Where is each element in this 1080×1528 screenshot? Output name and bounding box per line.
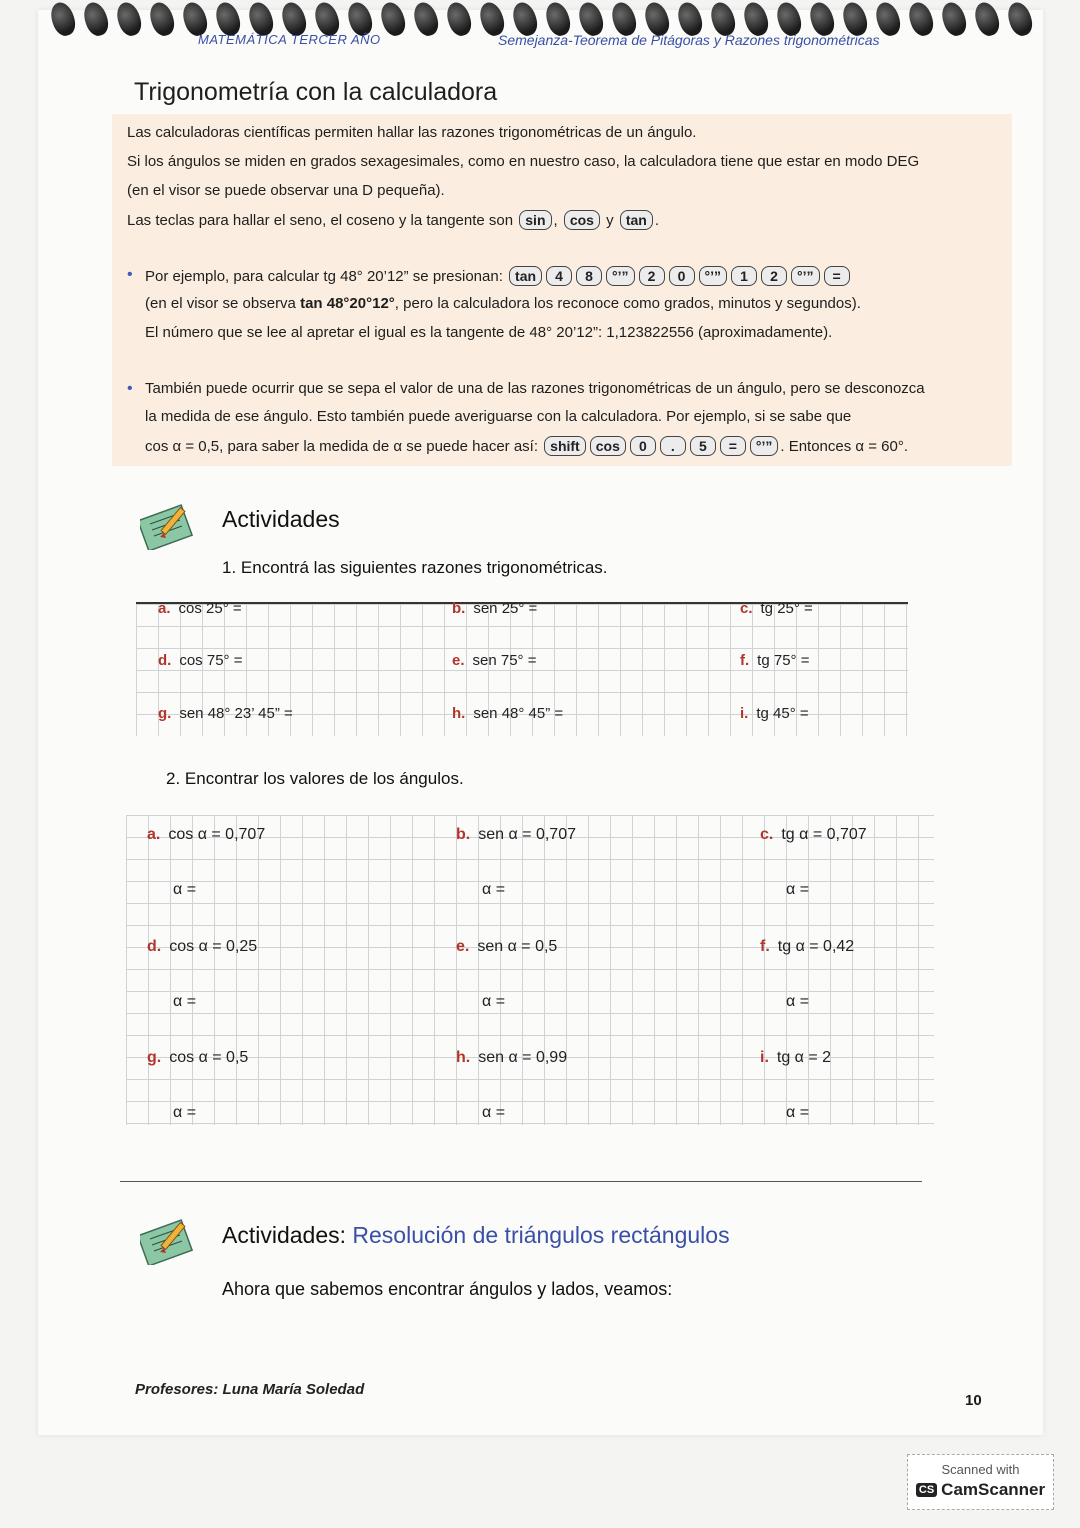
exercise-item [456, 1049, 567, 1067]
item-letter: i. [740, 705, 749, 722]
example-1-keys [507, 268, 852, 285]
notebook-pencil-icon [140, 1215, 202, 1265]
exercise-item [760, 826, 867, 844]
item-letter: d. [158, 652, 172, 669]
calculator-key: °’” [791, 266, 820, 286]
calculator-key: 0 [669, 266, 695, 286]
alpha-answer-label: α = [482, 881, 506, 898]
calculator-key: 1 [731, 266, 757, 286]
example-1-line-3: El número que se lee al apretar el igual es la tangente de 48° 20’12”: 1,123822556 (aproximadamente). [145, 324, 833, 341]
item-expression: sen 48° 45” = [473, 705, 564, 722]
item-expression: cos α = 0,707 [168, 826, 266, 843]
page-title: Trigonometría con la calculadora [134, 78, 498, 106]
spiral-ring [1004, 0, 1035, 39]
exercise-item [452, 705, 563, 722]
example-1-line-2a: (en el visor se observa [145, 295, 296, 312]
question-1: 1. Encontrá las siguientes razones trigonométricas. [222, 558, 608, 577]
item-letter: e. [452, 652, 465, 669]
calculator-key: shift [544, 436, 586, 456]
footer-author: Profesores: Luna María Soledad [135, 1381, 365, 1398]
alpha-answer-label: α = [482, 993, 506, 1010]
alpha-answer-label: α = [786, 993, 810, 1010]
example-2-keys [542, 438, 780, 455]
item-letter: b. [456, 826, 471, 843]
exercise-item [740, 600, 813, 617]
activities-title: Actividades [222, 506, 340, 532]
item-letter: a. [158, 600, 171, 617]
example-1-display: tan 48°20°12° [300, 295, 395, 312]
item-letter: c. [760, 826, 774, 843]
item-expression: cos α = 0,5 [169, 1049, 249, 1066]
info-paragraph-1: Las calculadoras científicas permiten hallar las razones trigonométricas de un ángulo. [127, 124, 697, 141]
keys-conjunction: y [606, 212, 614, 229]
keys-end: . [654, 212, 659, 229]
header-topic: Semejanza-Teorema de Pitágoras y Razones trigonométricas [498, 32, 880, 48]
exercise-item [760, 938, 854, 956]
item-expression: tg α = 2 [776, 1049, 832, 1066]
item-expression: tg α = 0,707 [781, 826, 867, 843]
spiral-ring [113, 0, 144, 39]
example-2-line-3 [145, 436, 908, 456]
calculator-key: °’” [750, 436, 779, 456]
spiral-ring [905, 0, 936, 39]
spiral-ring [80, 0, 111, 39]
exercise-item [760, 1049, 831, 1067]
item-letter: h. [456, 1049, 471, 1066]
exercise-item [452, 600, 537, 617]
activities-2-subtitle: Ahora que sabemos encontrar ángulos y lados, veamos: [222, 1279, 673, 1299]
item-letter: d. [147, 938, 162, 955]
bullet-icon: • [127, 380, 133, 397]
calculator-key: °’” [699, 266, 728, 286]
item-letter: i. [760, 1049, 769, 1066]
example-1-line-1 [145, 266, 852, 286]
exercise-item [158, 705, 293, 722]
alpha-answer-label: α = [173, 1104, 197, 1121]
calculator-key: °’” [606, 266, 635, 286]
calculator-key: = [720, 436, 746, 456]
calculator-key: 8 [576, 266, 602, 286]
item-expression: sen 48° 23’ 45” = [179, 705, 293, 722]
grid-area-2 [126, 815, 934, 1125]
bullet-icon: • [127, 266, 133, 283]
example-1-line-2c: , pero la calculadora los reconoce como grados, minutos y segundos). [394, 295, 861, 312]
calculator-key: 2 [761, 266, 787, 286]
item-expression: sen 75° = [472, 652, 537, 669]
item-letter: g. [158, 705, 172, 722]
spiral-ring [47, 0, 78, 39]
exercise-item [452, 652, 536, 669]
item-letter: f. [740, 652, 750, 669]
item-expression: cos 75° = [179, 652, 243, 669]
sin-key: sin [519, 210, 551, 230]
example-1-line-2 [145, 295, 861, 312]
activities-2-title [222, 1222, 730, 1249]
exercise-item [147, 826, 265, 844]
exercise-item [158, 600, 242, 617]
item-expression: sen α = 0,99 [478, 1049, 568, 1066]
question-2: 2. Encontrar los valores de los ángulos. [166, 769, 464, 788]
info-paragraph-3: (en el visor se puede observar una D pequeña). [127, 182, 445, 199]
calculator-key: cos [590, 436, 626, 456]
alpha-answer-label: α = [786, 881, 810, 898]
example-2-end: . Entonces α = 60°. [780, 438, 909, 455]
watermark-top: Scanned with [941, 1462, 1020, 1477]
info-paragraph-4 [127, 210, 659, 230]
calculator-key: . [660, 436, 686, 456]
notebook-pencil-icon [140, 500, 202, 550]
watermark-bottom [908, 1480, 1053, 1500]
item-letter: f. [760, 938, 770, 955]
spiral-ring [146, 0, 177, 39]
cos-key: cos [564, 210, 600, 230]
exercise-item [158, 652, 242, 669]
calculator-key: 5 [690, 436, 716, 456]
exercise-item [740, 705, 809, 722]
calculator-key: 2 [639, 266, 665, 286]
keys-separator: , [553, 212, 558, 229]
camscanner-logo-icon: CS [916, 1483, 937, 1497]
keys-intro-text: Las teclas para hallar el seno, el coseno y la tangente son [127, 212, 514, 229]
example-1-text: Por ejemplo, para calcular tg 48° 20’12” se presionan: [145, 268, 503, 285]
calculator-key: tan [509, 266, 542, 286]
exercise-item [147, 938, 257, 956]
exercise-item [147, 1049, 248, 1067]
info-paragraph-2: Si los ángulos se miden en grados sexagesimales, como en nuestro caso, la calculadora tiene que estar en modo DEG [127, 153, 920, 170]
item-expression: cos 25° = [178, 600, 242, 617]
item-expression: cos α = 0,25 [169, 938, 258, 955]
alpha-answer-label: α = [173, 993, 197, 1010]
item-letter: g. [147, 1049, 162, 1066]
example-2-text: cos α = 0,5, para saber la medida de α se puede hacer así: [145, 438, 538, 455]
item-letter: h. [452, 705, 466, 722]
activities-2-title-b: Resolución de triángulos rectángulos [352, 1222, 730, 1248]
camscanner-watermark [907, 1454, 1054, 1510]
spiral-ring [938, 0, 969, 39]
item-letter: e. [456, 938, 470, 955]
spiral-ring [410, 0, 441, 39]
spiral-ring [971, 0, 1002, 39]
calculator-key: = [824, 266, 850, 286]
alpha-answer-label: α = [482, 1104, 506, 1121]
item-expression: sen α = 0,707 [478, 826, 576, 843]
exercise-item [456, 826, 576, 844]
calculator-key: 4 [546, 266, 572, 286]
item-expression: tg 25° = [760, 600, 813, 617]
item-expression: tg 45° = [756, 705, 809, 722]
alpha-answer-label: α = [786, 1104, 810, 1121]
spiral-ring [377, 0, 408, 39]
item-letter: a. [147, 826, 161, 843]
item-expression: tg 75° = [757, 652, 810, 669]
alpha-answer-label: α = [173, 881, 197, 898]
exercise-item [456, 938, 557, 956]
example-2-line-2: la medida de ese ángulo. Esto también puede averiguarse con la calculadora. Por ejemplo, si se sabe que [145, 408, 852, 425]
calculator-key: 0 [630, 436, 656, 456]
page-number: 10 [965, 1392, 982, 1409]
item-letter: b. [452, 600, 466, 617]
watermark-brand: CamScanner [941, 1480, 1046, 1499]
section-divider [120, 1181, 922, 1182]
exercise-item [740, 652, 809, 669]
spiral-ring [443, 0, 474, 39]
example-2-line-1: También puede ocurrir que se sepa el valor de una de las razones trigonométricas de un ángulo, pero se desconozca [145, 380, 925, 397]
item-letter: c. [740, 600, 753, 617]
header-subject: MATEMÁTICA TERCER AÑO [198, 32, 381, 47]
tan-key: tan [620, 210, 653, 230]
item-expression: sen α = 0,5 [477, 938, 558, 955]
item-expression: sen 25° = [473, 600, 538, 617]
activities-2-title-a: Actividades: [222, 1222, 347, 1248]
item-expression: tg α = 0,42 [777, 938, 855, 955]
